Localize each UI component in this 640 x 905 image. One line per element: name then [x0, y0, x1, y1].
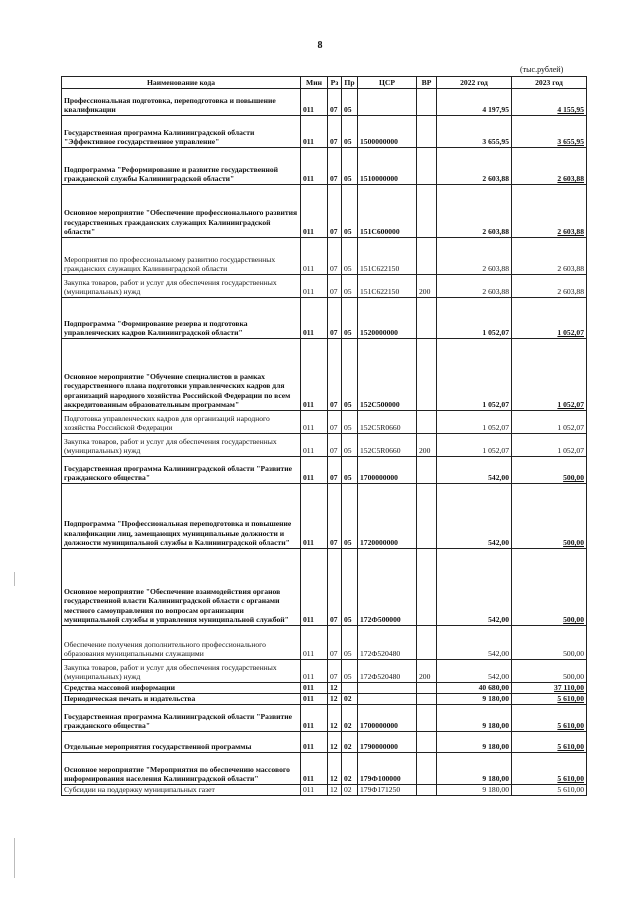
row-2023: 1 052,07	[512, 298, 587, 339]
row-2023: 5 610,00	[512, 694, 587, 705]
table-row	[62, 411, 587, 434]
row-2022: 542,00	[437, 626, 512, 660]
row-2023: 500,00	[512, 660, 587, 683]
row-2022: 1 052,07	[437, 339, 512, 411]
row-2023: 500,00	[512, 484, 587, 549]
row-pr: 02	[342, 705, 358, 732]
row-2023: 500,00	[512, 549, 587, 626]
row-vr	[417, 185, 437, 238]
row-min: 011	[301, 683, 328, 694]
row-2023: 1 052,07	[512, 434, 587, 457]
row-rz: 07	[328, 185, 342, 238]
row-min: 011	[301, 705, 328, 732]
row-min: 011	[301, 660, 328, 683]
row-vr	[417, 732, 437, 753]
row-csr: 1790000000	[358, 732, 417, 753]
row-csr: 172Ф500000	[358, 549, 417, 626]
row-pr: 05	[342, 434, 358, 457]
row-csr: 151С622150	[358, 275, 417, 298]
row-2022: 2 603,88	[437, 185, 512, 238]
table-row	[62, 626, 587, 660]
row-2023: 1 052,07	[512, 339, 587, 411]
row-name: Подготовка управленческих кадров для организаций народного хозяйства Российской Федерации	[62, 411, 301, 434]
table-row	[62, 238, 587, 275]
row-2023: 500,00	[512, 626, 587, 660]
header-2023: 2023 год	[512, 77, 587, 89]
row-name: Отдельные мероприятия государственной программы	[62, 732, 301, 753]
table-row	[62, 89, 587, 116]
row-2022: 2 603,88	[437, 275, 512, 298]
row-pr: 05	[342, 339, 358, 411]
row-2022: 2 603,88	[437, 238, 512, 275]
row-csr: 172Ф520480	[358, 660, 417, 683]
row-pr: 05	[342, 238, 358, 275]
row-rz: 07	[328, 339, 342, 411]
row-pr	[342, 683, 358, 694]
row-min: 011	[301, 694, 328, 705]
row-2023: 4 155,95	[512, 89, 587, 116]
row-vr	[417, 484, 437, 549]
row-pr: 02	[342, 694, 358, 705]
row-2022: 40 680,00	[437, 683, 512, 694]
row-name: Субсидии на поддержку муниципальных газет	[62, 785, 301, 796]
row-2023: 5 610,00	[512, 705, 587, 732]
table-row	[62, 434, 587, 457]
row-csr: 152С5R0660	[358, 411, 417, 434]
row-vr: 200	[417, 660, 437, 683]
row-pr: 05	[342, 549, 358, 626]
units-label: (тыс.рублей)	[520, 65, 564, 74]
row-2023: 2 603,88	[512, 185, 587, 238]
row-rz: 07	[328, 116, 342, 148]
row-vr	[417, 694, 437, 705]
row-name: Профессиональная подготовка, переподготовка и повышение квалификации	[62, 89, 301, 116]
row-rz: 07	[328, 298, 342, 339]
margin-mark	[14, 838, 15, 878]
row-vr	[417, 785, 437, 796]
row-2022: 1 052,07	[437, 434, 512, 457]
row-name: Мероприятия по профессиональному развитию государственных гражданских служащих Калининградской области	[62, 238, 301, 275]
row-2023: 5 610,00	[512, 732, 587, 753]
row-2022: 1 052,07	[437, 298, 512, 339]
row-pr: 05	[342, 484, 358, 549]
row-vr	[417, 457, 437, 484]
row-2022: 3 655,95	[437, 116, 512, 148]
header-name: Наименование кода	[62, 77, 301, 89]
header-rz: Рз	[328, 77, 342, 89]
row-name: Обеспечение получения дополнительного профессионального образования муниципальными служащими	[62, 626, 301, 660]
row-vr	[417, 298, 437, 339]
row-rz: 07	[328, 484, 342, 549]
table-row	[62, 660, 587, 683]
row-csr: 151С622150	[358, 238, 417, 275]
table-body	[62, 89, 587, 796]
row-min: 011	[301, 275, 328, 298]
row-2023: 3 655,95	[512, 116, 587, 148]
row-csr: 1510000000	[358, 148, 417, 185]
row-rz: 07	[328, 89, 342, 116]
row-min: 011	[301, 732, 328, 753]
row-vr	[417, 705, 437, 732]
header-2022: 2022 год	[437, 77, 512, 89]
row-2023: 500,00	[512, 457, 587, 484]
row-name: Подпрограмма "Реформирование и развитие государственной гражданской службы Калининградской области"	[62, 148, 301, 185]
row-min: 011	[301, 484, 328, 549]
row-csr: 1720000000	[358, 484, 417, 549]
row-vr	[417, 238, 437, 275]
row-csr: 152С500000	[358, 339, 417, 411]
row-vr	[417, 683, 437, 694]
row-rz: 12	[328, 732, 342, 753]
row-vr	[417, 753, 437, 785]
row-name: Подпрограмма "Профессиональная переподготовка и повышение квалификации лиц, замещающих муниципальные должности и должности муниципальной службы в Калининградской области"	[62, 484, 301, 549]
row-min: 011	[301, 753, 328, 785]
row-2023: 5 610,00	[512, 753, 587, 785]
row-name: Средства массовой информации	[62, 683, 301, 694]
row-rz: 07	[328, 660, 342, 683]
row-pr: 02	[342, 785, 358, 796]
row-pr: 02	[342, 732, 358, 753]
row-csr: 172Ф520480	[358, 626, 417, 660]
header-vr: ВР	[417, 77, 437, 89]
row-name: Основное мероприятие "Обеспечение профессионального развития государственных гражданских служащих Калининградской области"	[62, 185, 301, 238]
row-rz: 07	[328, 434, 342, 457]
row-2022: 9 180,00	[437, 732, 512, 753]
header-pr: Пр	[342, 77, 358, 89]
table-row	[62, 116, 587, 148]
row-2023: 37 110,00	[512, 683, 587, 694]
row-vr: 200	[417, 275, 437, 298]
row-min: 011	[301, 89, 328, 116]
row-rz: 07	[328, 626, 342, 660]
row-pr: 05	[342, 185, 358, 238]
row-2023: 2 603,88	[512, 275, 587, 298]
row-csr: 1520000000	[358, 298, 417, 339]
row-pr: 02	[342, 753, 358, 785]
table-header-row	[62, 77, 587, 89]
row-pr: 05	[342, 660, 358, 683]
row-2022: 4 197,95	[437, 89, 512, 116]
row-csr: 179Ф171250	[358, 785, 417, 796]
row-vr	[417, 411, 437, 434]
row-name: Закупка товаров, работ и услуг для обеспечения государственных (муниципальных) нужд	[62, 434, 301, 457]
table-row	[62, 753, 587, 785]
table-row	[62, 148, 587, 185]
row-vr	[417, 148, 437, 185]
table-row	[62, 694, 587, 705]
row-name: Основное мероприятие "Обучение специалистов в рамках государственного плана подготовки управленческих кадров для организаций народного хозяйства Российской Федерации по всем аккредитованным образовательным программам"	[62, 339, 301, 411]
row-vr	[417, 626, 437, 660]
row-name: Основное мероприятие "Обеспечение взаимодействия органов государственной власти Калининградской области с органами местного самоуправления по вопросам организации муниципальной службы и управления муниципальной службой"	[62, 549, 301, 626]
row-min: 011	[301, 238, 328, 275]
page-number: 8	[317, 40, 323, 51]
row-vr	[417, 89, 437, 116]
row-rz: 07	[328, 457, 342, 484]
margin-mark	[14, 572, 15, 586]
header-csr: ЦСР	[358, 77, 417, 89]
table-row	[62, 683, 587, 694]
row-2023: 2 603,88	[512, 148, 587, 185]
row-pr: 05	[342, 89, 358, 116]
row-rz: 07	[328, 275, 342, 298]
row-2022: 1 052,07	[437, 411, 512, 434]
row-min: 011	[301, 785, 328, 796]
row-min: 011	[301, 626, 328, 660]
row-rz: 12	[328, 785, 342, 796]
row-csr: 151С600000	[358, 185, 417, 238]
row-min: 011	[301, 339, 328, 411]
row-min: 011	[301, 185, 328, 238]
row-rz: 12	[328, 683, 342, 694]
row-2022: 542,00	[437, 660, 512, 683]
row-rz: 07	[328, 549, 342, 626]
row-2023: 5 610,00	[512, 785, 587, 796]
row-name: Закупка товаров, работ и услуг для обеспечения государственных (муниципальных) нужд	[62, 660, 301, 683]
row-2022: 542,00	[437, 484, 512, 549]
row-2023: 2 603,88	[512, 238, 587, 275]
row-min: 011	[301, 434, 328, 457]
row-csr: 1700000000	[358, 705, 417, 732]
row-pr: 05	[342, 116, 358, 148]
table-row	[62, 275, 587, 298]
row-csr: 179Ф100000	[358, 753, 417, 785]
row-csr: 1500000000	[358, 116, 417, 148]
table-row	[62, 705, 587, 732]
table-row	[62, 339, 587, 411]
table-row	[62, 185, 587, 238]
row-rz: 07	[328, 411, 342, 434]
table-row	[62, 549, 587, 626]
row-rz: 07	[328, 238, 342, 275]
table-row	[62, 457, 587, 484]
header-min: Мин	[301, 77, 328, 89]
row-vr	[417, 549, 437, 626]
row-csr: 152С5R0660	[358, 434, 417, 457]
row-csr	[358, 694, 417, 705]
row-2022: 542,00	[437, 549, 512, 626]
row-2022: 2 603,88	[437, 148, 512, 185]
table-row	[62, 484, 587, 549]
row-vr: 200	[417, 434, 437, 457]
row-min: 011	[301, 148, 328, 185]
budget-table	[61, 76, 587, 796]
row-csr: 1700000000	[358, 457, 417, 484]
row-name: Государственная программа Калининградской области "Развитие гражданского общества"	[62, 705, 301, 732]
row-pr: 05	[342, 148, 358, 185]
row-pr: 05	[342, 457, 358, 484]
row-rz: 12	[328, 753, 342, 785]
row-2023: 1 052,07	[512, 411, 587, 434]
row-csr	[358, 683, 417, 694]
table-row	[62, 785, 587, 796]
row-name: Основное мероприятие "Мероприятия по обеспечению массового информирования населения Калининградской области"	[62, 753, 301, 785]
row-name: Подпрограмма "Формирование резерва и подготовка управленческих кадров Калининградской области"	[62, 298, 301, 339]
row-pr: 05	[342, 626, 358, 660]
row-pr: 05	[342, 275, 358, 298]
row-min: 011	[301, 549, 328, 626]
row-rz: 12	[328, 705, 342, 732]
row-name: Закупка товаров, работ и услуг для обеспечения государственных (муниципальных) нужд	[62, 275, 301, 298]
row-vr	[417, 116, 437, 148]
row-2022: 9 180,00	[437, 753, 512, 785]
row-min: 011	[301, 411, 328, 434]
row-2022: 9 180,00	[437, 785, 512, 796]
row-csr	[358, 89, 417, 116]
row-pr: 05	[342, 298, 358, 339]
row-name: Государственная программа Калининградской области "Эффективное государственное управление"	[62, 116, 301, 148]
row-min: 011	[301, 298, 328, 339]
row-vr	[417, 339, 437, 411]
table-row	[62, 732, 587, 753]
row-2022: 9 180,00	[437, 705, 512, 732]
row-2022: 9 180,00	[437, 694, 512, 705]
row-min: 011	[301, 116, 328, 148]
row-min: 011	[301, 457, 328, 484]
table-row	[62, 298, 587, 339]
row-name: Периодическая печать и издательства	[62, 694, 301, 705]
row-2022: 542,00	[437, 457, 512, 484]
row-pr: 05	[342, 411, 358, 434]
row-rz: 12	[328, 694, 342, 705]
row-rz: 07	[328, 148, 342, 185]
row-name: Государственная программа Калининградской области "Развитие гражданского общества"	[62, 457, 301, 484]
